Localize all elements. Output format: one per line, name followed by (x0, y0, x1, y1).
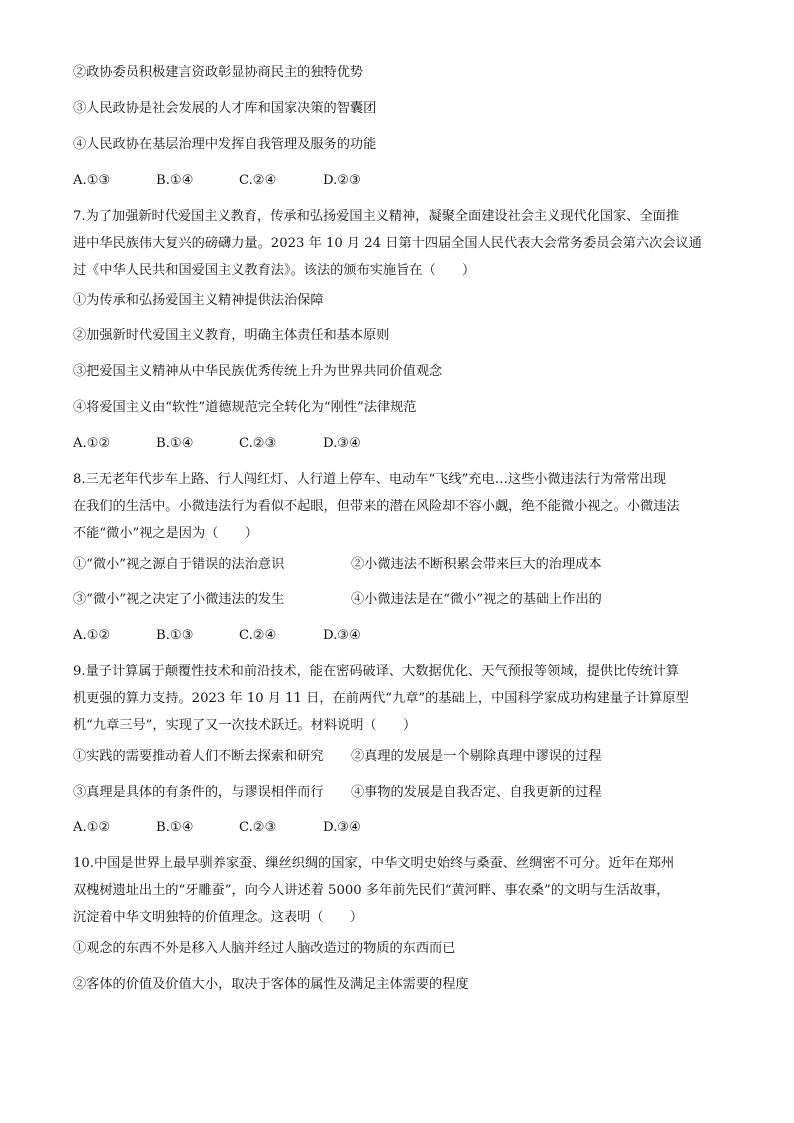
q10-item-2: ②客体的价值及价值大小，取决于客体的属性及满足主体需要的程度 (73, 977, 469, 992)
q10-stem-line-1: 10.中国是世界上最早驯养家蚕、缫丝织绸的国家，中华文明史始终与桑蚕、丝绸密不可分。近年在郑州 (73, 856, 675, 871)
q6-option-d[interactable]: D.②③ (323, 173, 361, 188)
q8-option-a[interactable]: A.①② (73, 628, 111, 643)
q9-option-a[interactable]: A.①② (73, 820, 111, 835)
q7-item-2: ②加强新时代爱国主义教育，明确主体责任和基本原则 (73, 328, 390, 343)
q10-stem-line-3: 沉淀着中华文明独特的价值理念。这表明（ ） (73, 910, 364, 925)
q7-stem-line-2: 进中华民族伟大复兴的磅礴力量。2023 年 10 月 24 日第十四届全国人民代表大会常务委员会第六次会议通 (73, 236, 702, 251)
q8-item-2: ②小微违法不断积累会带来巨大的治理成本 (351, 557, 602, 572)
q6-item-3: ③人民政协是社会发展的人才库和国家决策的智囊团 (73, 101, 377, 116)
q8-option-d[interactable]: D.③④ (323, 628, 361, 643)
q10-stem-line-2: 双槐树遗址出土的“牙雕蚕”，向今人讲述着 5000 多年前先民们“黄河畔、事农桑”的文明与生活故事， (73, 883, 670, 898)
q8-item-4: ④小微违法是在“微小”视之的基础上作出的 (351, 592, 602, 607)
q8-options (73, 627, 383, 645)
q9-stem-line-3: 机“九章三号”，实现了又一次技术跃迁。材料说明（ ） (73, 718, 417, 733)
q6-option-b[interactable]: B.①④ (156, 173, 194, 188)
q8-option-c[interactable]: C.②④ (239, 628, 277, 643)
q7-option-d[interactable]: D.③④ (323, 436, 361, 451)
q7-item-1: ①为传承和弘扬爱国主义精神提供法治保障 (73, 293, 324, 308)
q8-item-3: ③“微小”视之决定了小微违法的发生 (73, 592, 285, 607)
q9-items-row-1 (73, 748, 602, 766)
q9-stem-line-1: 9.量子计算属于颠覆性技术和前沿技术，能在密码破译、大数据优化、天气预报等领域，提供比传统计算 (73, 664, 680, 679)
q7-options (73, 435, 383, 453)
q9-option-d[interactable]: D.③④ (323, 820, 361, 835)
q9-item-1: ①实践的需要推动着人们不断去探索和研究 (73, 749, 324, 764)
q6-item-2: ②政协委员积极建言资政彰显协商民主的独特优势 (73, 65, 364, 80)
q8-items-row-1 (73, 556, 602, 574)
q9-items-row-2 (73, 784, 602, 802)
q8-stem-line-2: 在我们的生活中。小微违法行为看似不起眼，但带来的潜在风险却不容小觑，绝不能微小视之。小微违法 (73, 499, 680, 514)
q7-option-a[interactable]: A.①② (73, 436, 111, 451)
q7-option-c[interactable]: C.②③ (239, 436, 277, 451)
q7-item-4: ④将爱国主义由“软性”道德规范完全转化为“刚性”法律规范 (73, 400, 417, 415)
q7-stem-line-3: 过《中华人民共和国爱国主义教育法》。该法的颁布实施旨在（ ） (73, 263, 476, 278)
q6-options (73, 172, 383, 190)
q9-item-2: ②真理的发展是一个剔除真理中谬误的过程 (351, 749, 602, 764)
q8-stem-line-1: 8.三无老年代步车上路、行人闯红灯、人行道上停车、电动车“飞线”充电…这些小微违法行为常常出现 (73, 472, 667, 487)
q7-option-b[interactable]: B.①④ (156, 436, 194, 451)
q6-option-c[interactable]: C.②④ (239, 173, 277, 188)
q9-stem-line-2: 机更强的算力支持。2023 年 10 月 11 日，在前两代“九章”的基础上，中国科学家成功构建量子计算原型 (73, 691, 689, 706)
q9-options (73, 819, 383, 837)
q6-item-4: ④人民政协在基层治理中发挥自我管理及服务的功能 (73, 137, 377, 152)
q9-item-4: ④事物的发展是自我否定、自我更新的过程 (351, 785, 602, 800)
q7-item-3: ③把爱国主义精神从中华民族优秀传统上升为世界共同价值观念 (73, 364, 443, 379)
q6-option-a[interactable]: A.①③ (73, 173, 111, 188)
q8-stem-line-3: 不能“微小”视之是因为（ ） (73, 526, 258, 541)
q8-item-1: ①“微小”视之源自于错误的法治意识 (73, 557, 285, 572)
q9-option-b[interactable]: B.①④ (156, 820, 194, 835)
q10-item-1: ①观念的东西不外是移入人脑并经过人脑改造过的物质的东西而已 (73, 941, 456, 956)
q9-option-c[interactable]: C.②③ (239, 820, 277, 835)
q9-item-3: ③真理是具体的有条件的，与谬误相伴而行 (73, 785, 324, 800)
q8-option-b[interactable]: B.①③ (156, 628, 194, 643)
q8-items-row-2 (73, 591, 602, 609)
q7-stem-line-1: 7.为了加强新时代爱国主义教育，传承和弘扬爱国主义精神，凝聚全面建设社会主义现代化国家、全面推 (73, 209, 680, 224)
